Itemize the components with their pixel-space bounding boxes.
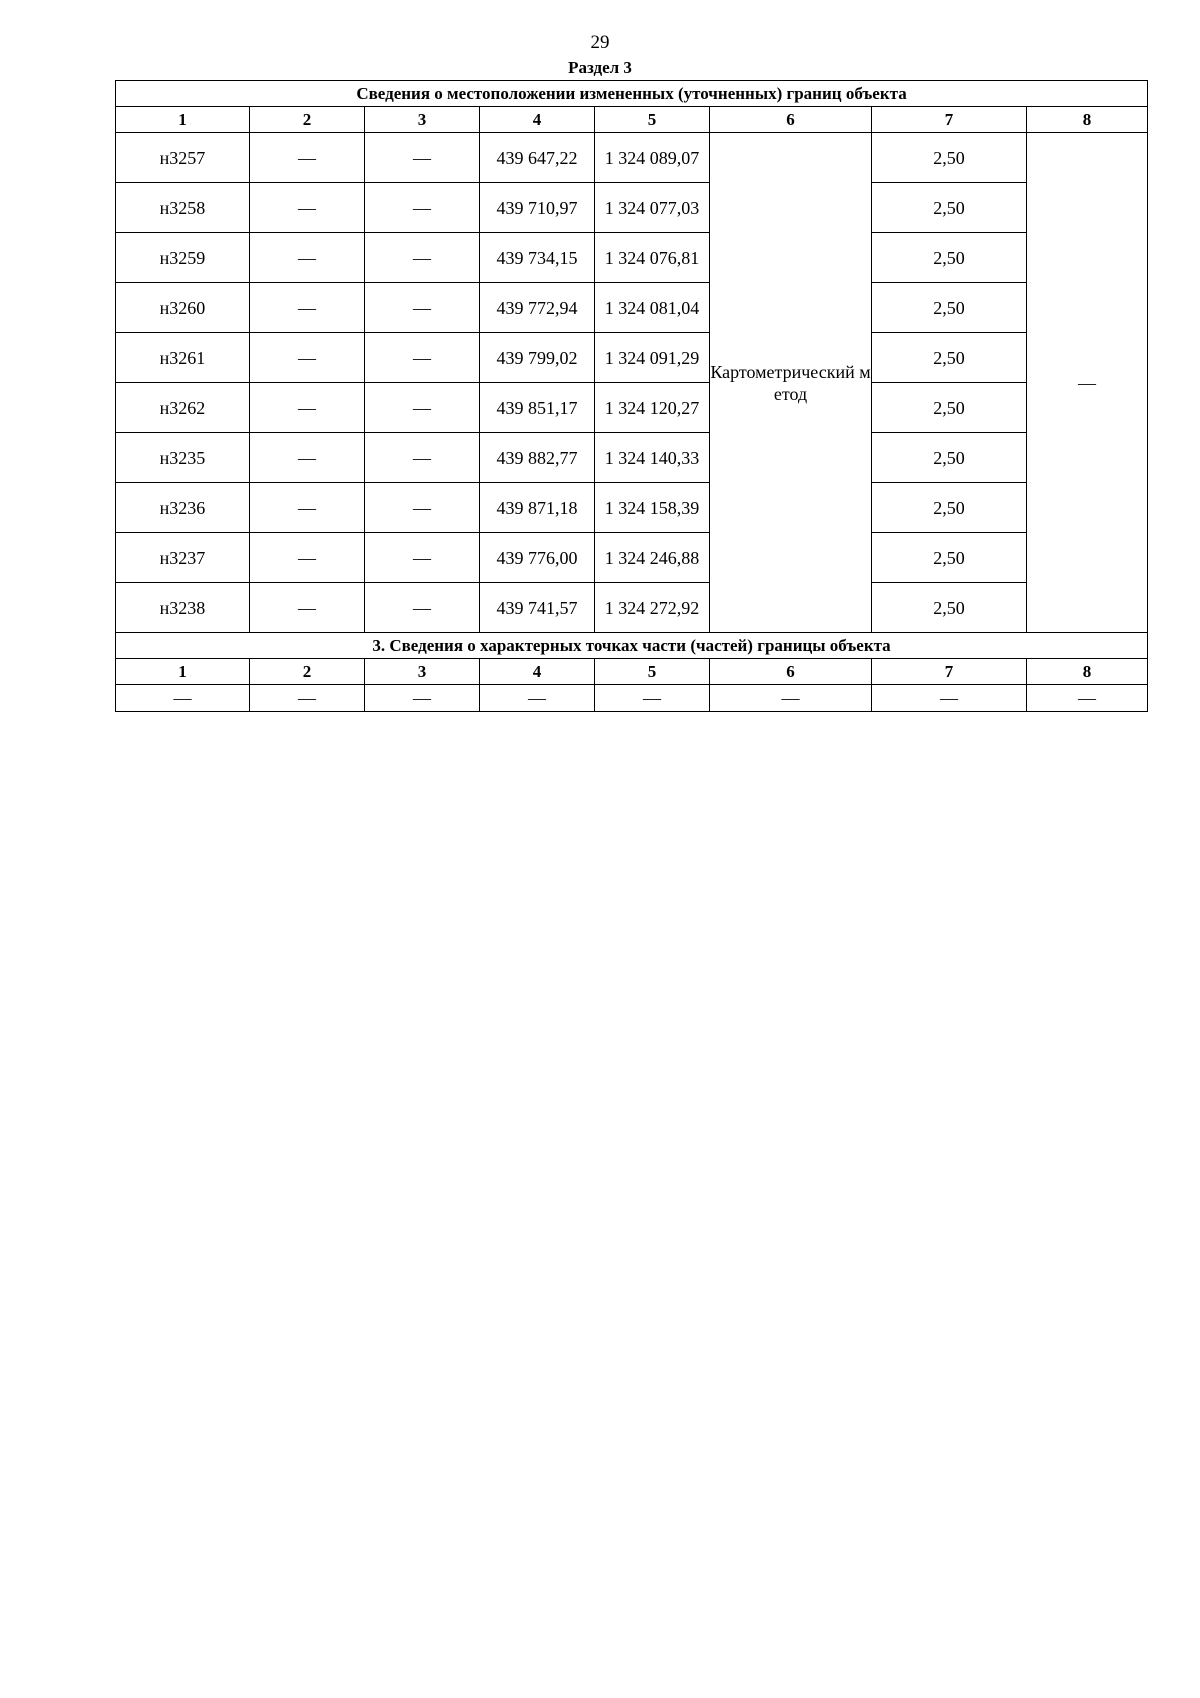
dash-cell: —	[250, 685, 365, 712]
dash-cell: —	[250, 283, 365, 333]
dash-cell: —	[1027, 685, 1148, 712]
x-coordinate-cell: 439 647,22	[480, 133, 595, 183]
column-number: 2	[250, 659, 365, 685]
dash-cell: —	[365, 233, 480, 283]
y-coordinate-cell: 1 324 246,88	[595, 533, 710, 583]
accuracy-cell: 2,50	[872, 483, 1027, 533]
table-row	[116, 183, 1148, 233]
table-row	[116, 383, 1148, 433]
dash-cell: —	[250, 183, 365, 233]
boundary-table	[115, 80, 1148, 712]
table-row	[116, 233, 1148, 283]
dash-cell: —	[365, 133, 480, 183]
accuracy-cell: 2,50	[872, 583, 1027, 633]
point-id-cell: н3259	[116, 233, 250, 283]
y-coordinate-cell: 1 324 076,81	[595, 233, 710, 283]
dash-cell: —	[250, 433, 365, 483]
x-coordinate-cell: 439 772,94	[480, 283, 595, 333]
dash-cell: —	[250, 233, 365, 283]
dash-cell: —	[872, 685, 1027, 712]
y-coordinate-cell: 1 324 140,33	[595, 433, 710, 483]
page-number: 29	[590, 32, 610, 53]
dash-cell: —	[365, 433, 480, 483]
dash-cell: —	[365, 383, 480, 433]
dash-cell: —	[365, 183, 480, 233]
x-coordinate-cell: 439 734,15	[480, 233, 595, 283]
accuracy-cell: 2,50	[872, 533, 1027, 583]
table-title-row	[116, 81, 1148, 107]
y-coordinate-cell: 1 324 120,27	[595, 383, 710, 433]
dash-cell: —	[250, 483, 365, 533]
accuracy-cell: 2,50	[872, 383, 1027, 433]
dash-cell: —	[365, 583, 480, 633]
subsection-title-row	[116, 633, 1148, 659]
y-coordinate-cell: 1 324 091,29	[595, 333, 710, 383]
x-coordinate-cell: 439 776,00	[480, 533, 595, 583]
subsection-empty-row	[116, 685, 1148, 712]
column-number: 8	[1027, 659, 1148, 685]
point-id-cell: н3261	[116, 333, 250, 383]
accuracy-cell: 2,50	[872, 333, 1027, 383]
column-number: 5	[595, 107, 710, 133]
y-coordinate-cell: 1 324 089,07	[595, 133, 710, 183]
dash-cell: —	[250, 533, 365, 583]
subsection-column-number-row	[116, 659, 1148, 685]
column-number: 6	[710, 659, 872, 685]
dash-cell: —	[365, 483, 480, 533]
dash-cell: —	[250, 333, 365, 383]
dash-cell: —	[365, 685, 480, 712]
dash-cell: —	[595, 685, 710, 712]
subsection-title: 3. Сведения о характерных точках части (частей) границы объекта	[116, 633, 1148, 659]
dash-cell: —	[365, 333, 480, 383]
table-row	[116, 283, 1148, 333]
y-coordinate-cell: 1 324 081,04	[595, 283, 710, 333]
dash-cell: —	[116, 685, 250, 712]
column-number: 3	[365, 659, 480, 685]
column-number: 6	[710, 107, 872, 133]
point-id-cell: н3236	[116, 483, 250, 533]
dash-cell: —	[365, 283, 480, 333]
column-number: 1	[116, 107, 250, 133]
method-cell: Картометрический метод	[710, 133, 872, 633]
accuracy-cell: 2,50	[872, 283, 1027, 333]
table-title: Сведения о местоположении измененных (уточненных) границ объекта	[116, 81, 1148, 107]
dash-cell: —	[250, 583, 365, 633]
point-id-cell: н3260	[116, 283, 250, 333]
dash-cell: —	[250, 383, 365, 433]
point-id-cell: н3238	[116, 583, 250, 633]
table-row	[116, 483, 1148, 533]
table-row	[116, 133, 1148, 183]
dash-cell: —	[710, 685, 872, 712]
column-number: 8	[1027, 107, 1148, 133]
point-id-cell: н3258	[116, 183, 250, 233]
column-number: 4	[480, 659, 595, 685]
column-number: 1	[116, 659, 250, 685]
accuracy-cell: 2,50	[872, 233, 1027, 283]
table-row	[116, 533, 1148, 583]
accuracy-cell: 2,50	[872, 183, 1027, 233]
column-number-row	[116, 107, 1148, 133]
x-coordinate-cell: 439 710,97	[480, 183, 595, 233]
table-row	[116, 583, 1148, 633]
column-number: 2	[250, 107, 365, 133]
accuracy-cell: 2,50	[872, 433, 1027, 483]
column-number: 7	[872, 107, 1027, 133]
column-number: 5	[595, 659, 710, 685]
x-coordinate-cell: 439 741,57	[480, 583, 595, 633]
x-coordinate-cell: 439 882,77	[480, 433, 595, 483]
section-title: Раздел 3	[568, 58, 632, 77]
y-coordinate-cell: 1 324 158,39	[595, 483, 710, 533]
column-number: 7	[872, 659, 1027, 685]
column-number: 4	[480, 107, 595, 133]
col8-cell: —	[1027, 133, 1148, 633]
dash-cell: —	[250, 133, 365, 183]
table-row	[116, 333, 1148, 383]
x-coordinate-cell: 439 799,02	[480, 333, 595, 383]
x-coordinate-cell: 439 871,18	[480, 483, 595, 533]
column-number: 3	[365, 107, 480, 133]
point-id-cell: н3237	[116, 533, 250, 583]
dash-cell: —	[480, 685, 595, 712]
accuracy-cell: 2,50	[872, 133, 1027, 183]
y-coordinate-cell: 1 324 077,03	[595, 183, 710, 233]
point-id-cell: н3235	[116, 433, 250, 483]
y-coordinate-cell: 1 324 272,92	[595, 583, 710, 633]
point-id-cell: н3257	[116, 133, 250, 183]
x-coordinate-cell: 439 851,17	[480, 383, 595, 433]
point-id-cell: н3262	[116, 383, 250, 433]
table-row	[116, 433, 1148, 483]
dash-cell: —	[365, 533, 480, 583]
